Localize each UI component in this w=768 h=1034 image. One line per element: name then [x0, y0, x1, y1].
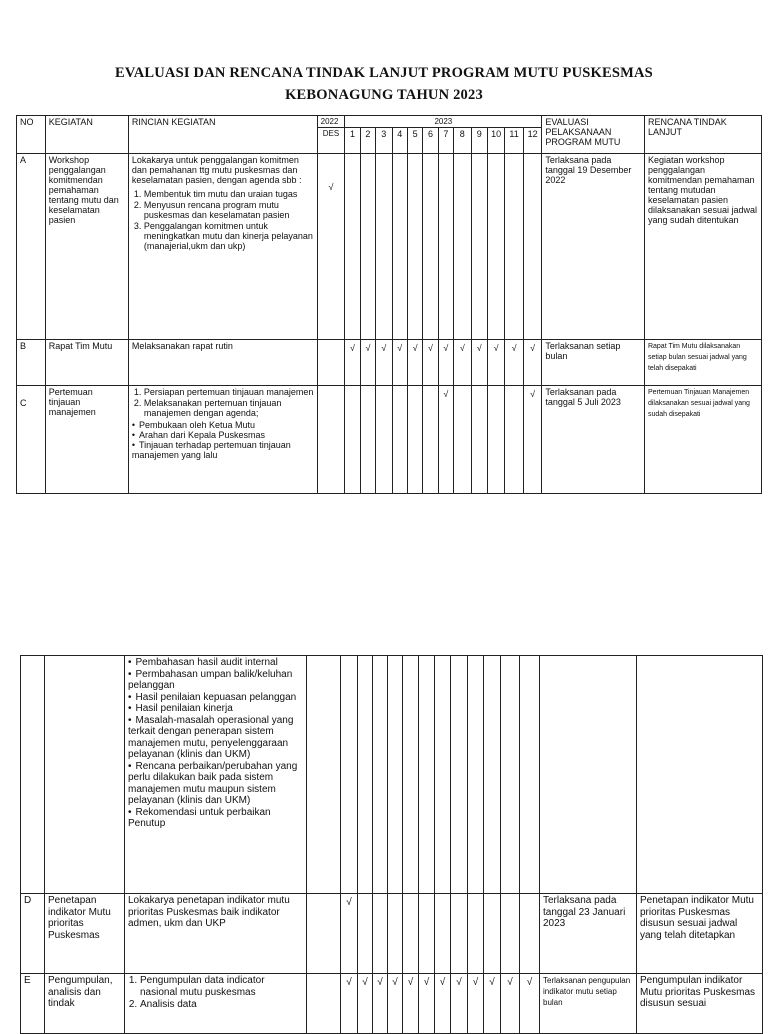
check-mark: √ — [523, 340, 542, 386]
row-rincian — [125, 974, 307, 1034]
row-no: A — [17, 154, 46, 340]
header-month: 4 — [392, 128, 407, 154]
row-evaluasi: Terlaksanan pada tanggal 5 Juli 2023 — [542, 386, 645, 494]
rincian-bullet: • Rekomendasi untuk perbaikan Penutup — [128, 807, 303, 830]
row-evaluasi: Terlaksana pada tanggal 19 Desember 2022 — [542, 154, 645, 340]
row-rencana: Rapat Tim Mutu dilaksanakan setiap bulan sesuai jadwal yang telah disepakati — [644, 340, 761, 386]
check-mark: √ — [451, 974, 468, 1034]
row-no: D — [21, 894, 45, 974]
row-kegiatan: Pengumpulan, analisis dan tindak — [45, 974, 125, 1034]
header-rincian: RINCIAN KEGIATAN — [128, 116, 317, 154]
rincian-bullet: • Masalah-masalah operasional yang terkait dengan penerapan sistem manajemen mutu, penyelenggaraan pelayanan (klinis dan UKM) — [128, 715, 303, 761]
row-evaluasi: Terlaksanan pengupulan indikator mutu setiap bulan — [540, 974, 637, 1034]
rincian-bullet: • Pembahasan hasil audit internal — [128, 657, 303, 669]
check-mark: √ — [419, 974, 435, 1034]
check-mark: √ — [487, 340, 504, 386]
document-title-line-1: EVALUASI DAN RENCANA TINDAK LANJUT PROGRAM MUTU PUSKESMAS — [115, 65, 653, 81]
table-row-c — [17, 386, 762, 494]
check-mark: √ — [471, 340, 487, 386]
document-title-line-2: KEBONAGUNG TAHUN 2023 — [285, 87, 483, 103]
header-month: 3 — [376, 128, 392, 154]
row-rincian — [125, 656, 307, 894]
header-month: 1 — [345, 128, 360, 154]
rincian-bullet: • Permbahasan umpan balik/keluhan pelanggan — [128, 669, 303, 692]
rincian-bullet: • Pembukaan oleh Ketua Mutu — [132, 420, 314, 430]
rincian-item: 2. Menyusun rencana program mutu puskesmas dan keselamatan pasien — [144, 200, 314, 220]
header-month: 8 — [454, 128, 471, 154]
table-row-e — [21, 974, 763, 1034]
header-month: 2 — [360, 128, 375, 154]
row-rincian: Melaksanakan rapat rutin — [128, 340, 317, 386]
row-evaluasi: Terlaksanan setiap bulan — [542, 340, 645, 386]
rincian-item: 3. Penggalangan komitmen untuk meningkatkan mutu dan kinerja pelayanan (manajerial,ukm dan ukp) — [144, 221, 314, 251]
row-no: E — [21, 974, 45, 1034]
check-mark: √ — [523, 386, 542, 494]
row-kegiatan: Workshop penggalangan komitmendan pemahaman tentang mutu dan keselamatan pasien — [45, 154, 128, 340]
rincian-intro: Lokakarya untuk penggalangan komitmen dan pemahanan ttg mutu puskesmas dan keselamatan pasien, dengan agenda sbb : — [131, 155, 302, 185]
row-kegiatan: Rapat Tim Mutu — [45, 340, 128, 386]
rincian-item: 1. Persiapan pertemuan tinjauan manajemen — [144, 387, 314, 397]
table-row-c-continued — [21, 656, 763, 894]
rincian-bullet: • Hasil penilaian kinerja — [128, 703, 303, 715]
check-mark: √ — [407, 340, 422, 386]
rincian-item: 2. Melaksanakan pertemuan tinjauan manajemen dengan agenda; — [144, 398, 314, 418]
check-mark: √ — [505, 340, 523, 386]
header-des: DES — [317, 128, 345, 154]
header-month: 7 — [438, 128, 453, 154]
row-rencana: Pertemuan Tinjauan Manajemen dilaksanakan sesuai jadwal yang sudah disepakati — [644, 386, 761, 494]
header-kegiatan: KEGIATAN — [45, 116, 128, 154]
rincian-item: 1. Membentuk tim mutu dan uraian tugas — [144, 189, 314, 199]
row-rincian: Lokakarya penetapan indikator mutu prioritas Puskesmas baik indikator admen, ukm dan UKP — [125, 894, 307, 974]
rincian-item: 1. Pengumpulan data indicator nasional mutu puskesmas — [140, 975, 303, 998]
check-mark: √ — [358, 974, 373, 1034]
check-mark: √ — [501, 974, 520, 1034]
header-month: 5 — [407, 128, 422, 154]
header-month: 9 — [471, 128, 487, 154]
check-mark: √ — [423, 340, 438, 386]
check-mark: √ — [484, 974, 501, 1034]
evaluation-table-2 — [20, 655, 763, 1034]
header-month: 10 — [487, 128, 504, 154]
header-year-2023: 2023 — [345, 116, 542, 128]
check-mark: √ — [345, 340, 360, 386]
check-mark: √ — [438, 386, 453, 494]
row-evaluasi: Terlaksana pada tanggal 23 Januari 2023 — [540, 894, 637, 974]
table-row-b — [17, 340, 762, 386]
row-rincian — [128, 154, 317, 340]
row-no: B — [17, 340, 46, 386]
check-mark: √ — [468, 974, 484, 1034]
rincian-bullet: • Rencana perbaikan/perubahan yang perlu dilakukan baik pada sistem manajemen mutu maupun sistem pelayanan (klinis dan UKM) — [128, 761, 303, 807]
evaluation-table-1 — [16, 115, 762, 494]
rincian-bullet: • Arahan dari Kepala Puskesmas — [132, 430, 314, 440]
table-row-d — [21, 894, 763, 974]
check-mark: √ — [388, 974, 403, 1034]
header-no: NO — [17, 116, 46, 154]
check-mark: √ — [376, 340, 392, 386]
row-no: C — [17, 386, 46, 494]
row-rincian — [128, 386, 317, 494]
check-mark: √ — [454, 340, 471, 386]
table-row-a — [17, 154, 762, 340]
row-kegiatan: Pertemuan tinjauan manajemen — [45, 386, 128, 494]
header-month: 6 — [423, 128, 438, 154]
header-year-2022: 2022 — [317, 116, 345, 128]
rincian-bullet: • Hasil penilaian kepuasan pelanggan — [128, 692, 303, 704]
header-month: 11 — [505, 128, 523, 154]
header-evaluasi: EVALUASI PELAKSANAAN PROGRAM MUTU — [542, 116, 645, 154]
check-mark: √ — [435, 974, 451, 1034]
row-rencana: Pengumpulan indikator Mutu prioritas Puskesmas disusun sesuai — [637, 974, 763, 1034]
check-mark: √ — [373, 974, 388, 1034]
row-rencana: Kegiatan workshop penggalangan komitmendan pemahaman tentang mutudan keselamatan pasien dilaksanakan sesuai jadwal yang sudah ditentukan — [644, 154, 761, 340]
row-kegiatan: Penetapan indikator Mutu prioritas Puskesmas — [45, 894, 125, 974]
header-rencana: RENCANA TINDAK LANJUT — [644, 116, 761, 154]
check-mark: √ — [341, 894, 358, 974]
header-month: 12 — [523, 128, 542, 154]
check-mark: √ — [438, 340, 453, 386]
check-mark: √ — [392, 340, 407, 386]
row-rencana: Penetapan indikator Mutu prioritas Puskesmas disusun sesuai jadwal yang telah ditetapkan — [637, 894, 763, 974]
rincian-bullet: • Tinjauan terhadap pertemuan tinjauan manajemen yang lalu — [132, 440, 314, 460]
check-mark: √ — [360, 340, 375, 386]
check-mark: √ — [317, 154, 345, 340]
check-mark: √ — [341, 974, 358, 1034]
rincian-item: 2. Analisis data — [140, 999, 303, 1011]
check-mark: √ — [520, 974, 540, 1034]
check-mark: √ — [403, 974, 419, 1034]
